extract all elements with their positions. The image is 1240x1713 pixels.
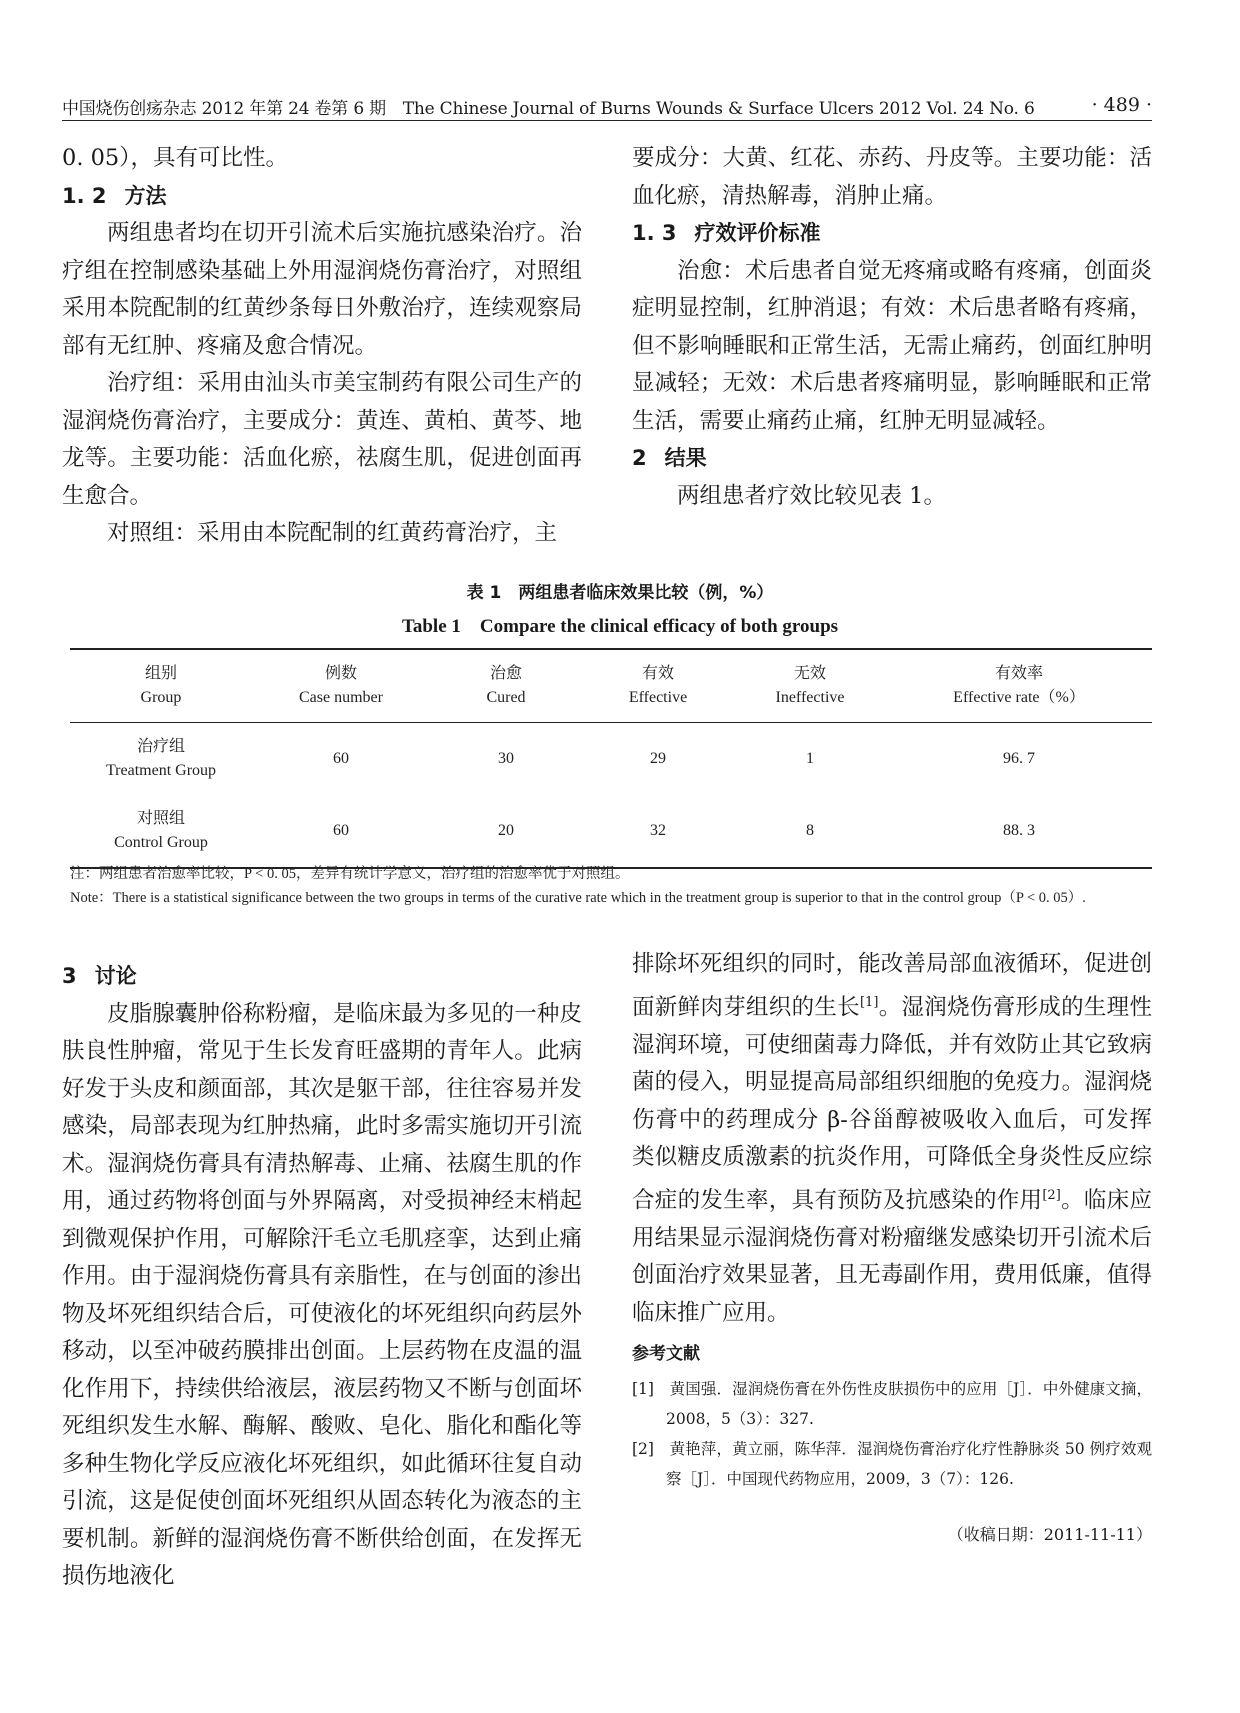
results-table	[70, 648, 1152, 869]
discussion-right-column	[632, 946, 1152, 1494]
paragraph: 两组患者疗效比较见表 1。	[677, 482, 946, 509]
table-caption-cn: 表 1 两组患者临床效果比较（例，%）	[466, 583, 774, 603]
column-header: 有效 Effective	[582, 649, 734, 723]
section-title: 方法	[124, 183, 167, 208]
column-header: 组别 Group	[70, 649, 252, 723]
section-title: 讨论	[94, 964, 137, 988]
ineffective-cell: 1	[806, 750, 814, 767]
effective-cell: 32	[582, 795, 734, 868]
column-header: 无效 Ineffective	[734, 649, 886, 723]
group-cell: 治疗组 Treatment Group	[105, 738, 217, 779]
paragraph: 0. 05），具有可比性。	[62, 145, 289, 171]
upper-left-column	[62, 140, 582, 553]
cured-cell: 30	[498, 750, 514, 767]
section-title: 疗效评价标准	[694, 221, 821, 245]
received-date: （收稿日期：2011-11-11）	[947, 1525, 1152, 1544]
journal-citation: 中国烧伤创疡杂志 2012 年第 24 卷第 6 期 The Chinese Journal of Burns Wounds & Surface Ulcers 2012 Vol. 24 No. 6	[62, 99, 1035, 119]
page-number: · 489 ·	[1091, 94, 1152, 116]
paragraph: 治愈：术后患者自觉无疼痛或略有疼痛，创面炎症明显控制，红肿消退；有效：术后患者略有疼痛，但不影响睡眠和正常生活，无需止痛药，创面红肿明显减轻；无效：术后患者疼痛明显，影响睡眠和正常生活，需要止痛药止痛，红肿无明显减轻。	[632, 257, 1152, 434]
references-heading: 参考文献	[632, 1344, 700, 1364]
section-title: 结果	[664, 446, 707, 470]
table-header-row	[70, 649, 1152, 723]
effective-cell: 29	[650, 750, 666, 767]
citation-marker[interactable]: [2]	[1042, 1187, 1061, 1203]
running-header	[62, 88, 1152, 121]
cured-cell: 20	[430, 795, 582, 868]
reference-item: [1] 黄国强．湿润烧伤膏在外伤性皮肤损伤中的应用［J］．中外健康文摘，2008，5（3）：327.	[632, 1379, 1152, 1428]
upper-right-column	[632, 140, 1152, 515]
table-note	[70, 862, 1152, 910]
group-cell: 对照组 Control Group	[70, 795, 252, 868]
section-number: 3	[62, 964, 77, 988]
section-heading-3	[62, 958, 582, 996]
section-heading-1-2	[62, 178, 582, 216]
case-number-cell: 60	[252, 795, 430, 868]
column-header: 例数 Case number	[252, 649, 430, 723]
ineffective-cell: 8	[734, 795, 886, 868]
paragraph: 要成分：大黄、红花、赤药、丹皮等。主要功能：活血化瘀，清热解毒，消肿止痛。	[632, 145, 1152, 209]
effective-rate-cell: 88. 3	[886, 795, 1152, 868]
section-heading-2	[632, 440, 1152, 478]
column-header: 有效率 Effective rate（%）	[886, 649, 1152, 723]
table-caption-en: Table 1 Compare the clinical efficacy of both groups	[401, 616, 839, 637]
effective-rate-cell: 96. 7	[1003, 750, 1035, 767]
section-heading-1-3	[632, 215, 1152, 253]
case-number-cell: 60	[333, 750, 349, 767]
paragraph: 治疗组：采用由汕头市美宝制药有限公司生产的湿润烧伤膏治疗，主要成分：黄连、黄柏、黄芩、地龙等。主要功能：活血化瘀，祛腐生肌，促进创面再生愈合。	[62, 370, 582, 509]
section-number: 1. 3	[632, 221, 677, 245]
citation-marker[interactable]: [1]	[859, 994, 879, 1010]
table-note-en: Note：There is a statistical significance between the two groups in terms of the curative rate which in the treatment group is superior to that in the control group（P < 0. 05）.	[70, 890, 1086, 906]
paragraph: 皮脂腺囊肿俗称粉瘤，是临床最为多见的一种皮肤良性肿瘤，常见于生长发育旺盛期的青年人。此病好发于头皮和颜面部，其次是躯干部，往往容易并发感染，局部表现为红肿热痛，此时多需实施切开引流术。湿润烧伤膏具有清热解毒、止痛、祛腐生肌的作用，通过药物将创面与外界隔离，对受损神经末梢起到微观保护作用，可解除汗毛立毛肌痉挛，达到止痛作用。由于湿润烧伤膏具有亲脂性，在与创面的渗出物及坏死组织结合后，可使液化的坏死组织向药层外移动，以至冲破药膜排出创面。上层药物在皮温的温化作用下，持续供给液层，液层药物又不断与创面坏死组织发生水解、酶解、酸败、皂化、脂化和酯化等多种生物化学反应液化坏死组织，如此循环往复自动引流，这是促使创面坏死组织从固态转化为液态的主要机制。新鲜的湿润烧伤膏不断供给创面，在发挥无损伤地液化	[62, 1000, 582, 1589]
column-header: 治愈 Cured	[430, 649, 582, 723]
section-number: 2	[632, 446, 647, 470]
paragraph: 对照组：采用由本院配制的红黄药膏治疗，主	[107, 520, 558, 546]
table-row	[70, 795, 1152, 868]
paragraph: 排除坏死组织的同时，能改善局部血液循环，促进创面新鲜肉芽组织的生长[1]。湿润烧伤膏形成的生理性湿润环境，可使细菌毒力降低，并有效防止其它致病菌的侵入，明显提高局部组织细胞的免疫力。湿润烧伤膏中的药理成分 β-谷甾醇被吸收入血后，可发挥类似糖皮质激素的抗炎作用，可降低全身炎性反应综合症的发生率，具有预防及抗感染的作用[2]。临床应用结果显示湿润烧伤膏对粉瘤继发感染切开引流术后创面治疗效果显著，且无毒副作用，费用低廉，值得临床推广应用。	[632, 951, 1152, 1326]
table-note-cn: 注：两组患者治愈率比较，P < 0. 05，差异有统计学意义，治疗组的治愈率优于对照组。	[70, 866, 630, 882]
reference-item: [2] 黄艳萍，黄立丽，陈华萍．湿润烧伤膏治疗化疗性静脉炎 50 例疗效观察［J］．中国现代药物应用，2009，3（7）：126.	[632, 1439, 1152, 1488]
discussion-left-column	[62, 958, 582, 1596]
table-row	[70, 723, 1152, 796]
paragraph: 两组患者均在切开引流术后实施抗感染治疗。治疗组在控制感染基础上外用湿润烧伤膏治疗，对照组采用本院配制的红黄纱条每日外敷治疗，连续观察局部有无红肿、疼痛及愈合情况。	[62, 220, 582, 359]
section-number: 1. 2	[62, 183, 107, 208]
